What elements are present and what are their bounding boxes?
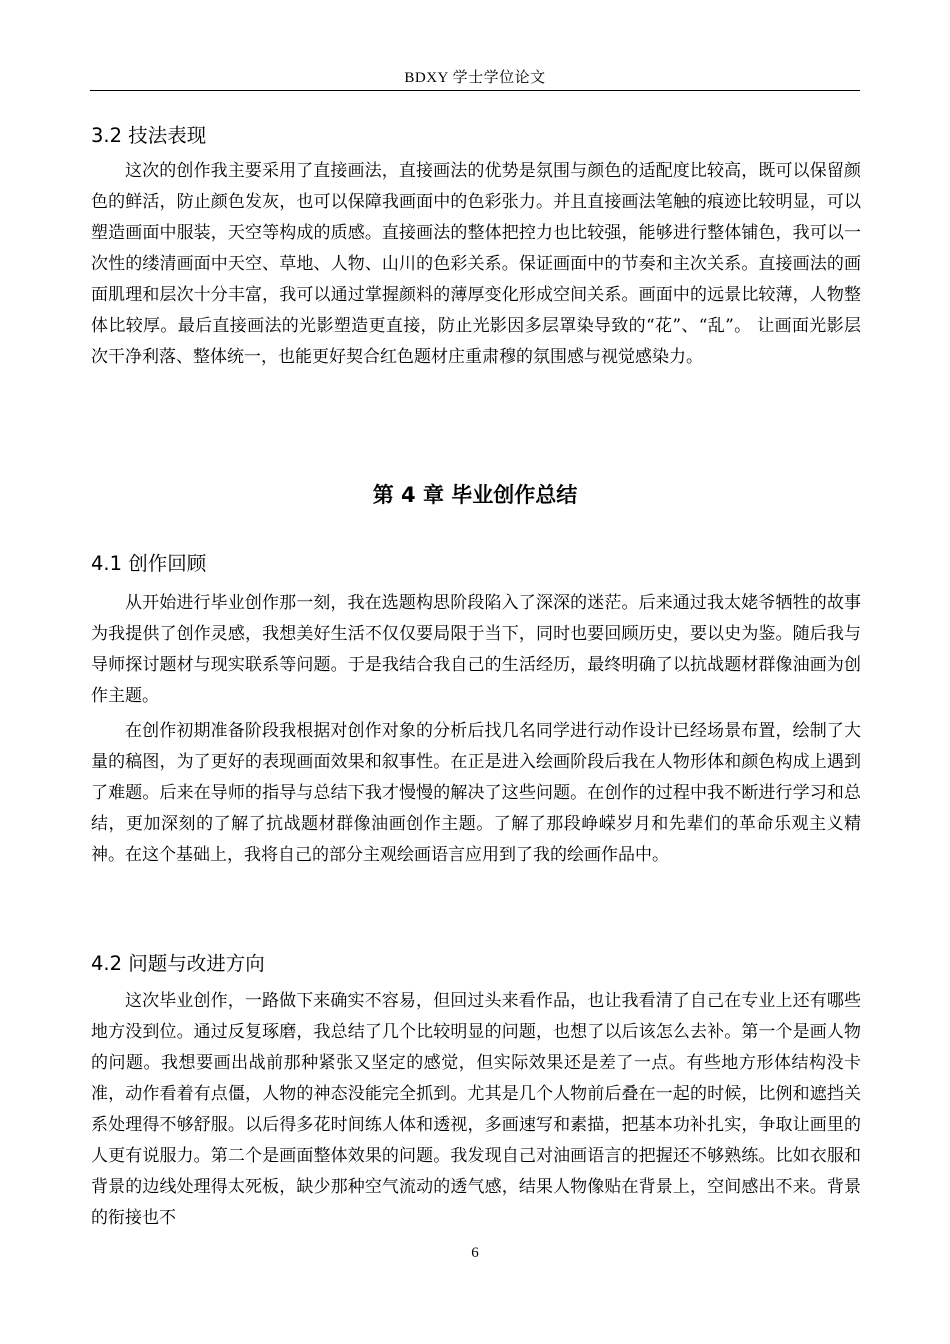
header-rule bbox=[90, 90, 860, 91]
section-heading-4-1: 4.1 创作回顾 bbox=[91, 552, 207, 575]
paragraph: 从开始进行毕业创作那一刻，我在选题构思阶段陷入了深深的迷茫。后来通过我太姥爷牺牲的故事为我提供了创作灵感，我想美好生活不仅仅要局限于当下，同时也要回顾历史，要以史为鉴。随后我与导师探讨题材与现实联系等问题。于是我结合我自己的生活经历，最终明确了以抗战题材群像油画为创作主题。 bbox=[91, 593, 861, 706]
paragraph: 这次的创作我主要采用了直接画法，直接画法的优势是氛围与颜色的适配度比较高，既可以保留颜色的鲜活，防止颜色发灰，也可以保障我画面中的色彩张力。并且直接画法笔触的痕迹比较明显，可以塑造画面中服装，天空等构成的质感。直接画法的整体把控力也比较强，能够进行整体铺色，我可以一次性的缕清画面中天空、草地、人物、山川的色彩关系。保证画面中的节奏和主次关系。直接画法的画面肌理和层次十分丰富，我可以通过掌握颜料的薄厚变化形成空间关系。画面中的远景比较薄，人物整体比较厚。最后直接画法的光影塑造更直接，防止光影因多层罩染导致的“花”、“乱”。 让画面光影层次干净利落、整体统一，也能更好契合红色题材庄重肃穆的氛围感与视觉感染力。 bbox=[91, 161, 861, 367]
page-number: 6 bbox=[471, 1245, 479, 1261]
chapter-heading: 第 4 章 毕业创作总结 bbox=[372, 483, 578, 507]
paragraph: 在创作初期准备阶段我根据对创作对象的分析后找几名同学进行动作设计已经场景布置，绘制了大量的稿图，为了更好的表现画面效果和叙事性。在正是进入绘画阶段后我在人物形体和颜色构成上遇到了难题。后来在导师的指导与总结下我才慢慢的解决了这些问题。在创作的过程中我不断进行学习和总结，更加深刻的了解了抗战题材群像油画创作主题。了解了那段峥嵘岁月和先辈们的革命乐观主义精神。在这个基础上，我将自己的部分主观绘画语言应用到了我的绘画作品中。 bbox=[91, 721, 861, 865]
running-header: BDXY 学士学位论文 bbox=[404, 70, 546, 86]
paragraph: 这次毕业创作，一路做下来确实不容易，但回过头来看作品，也让我看清了自己在专业上还有哪些地方没到位。通过反复琢磨，我总结了几个比较明显的问题，也想了以后该怎么去补。第一个是画人物的问题。我想要画出战前那种紧张又坚定的感觉，但实际效果还是差了一点。有些地方形体结构没卡准，动作看着有点僵，人物的神态没能完全抓到。尤其是几个人物前后叠在一起的时候，比例和遮挡关系处理得不够舒服。以后得多花时间练人体和透视，多画速写和素描，把基本功补扎实，争取让画里的人更有说服力。第二个是画面整体效果的问题。我发现自己对油画语言的把握还不够熟练。比如衣服和背景的边线处理得太死板，缺少那种空气流动的透气感，结果人物像贴在背景上，空间感出不来。背景的衔接也不 bbox=[91, 991, 861, 1228]
section-heading-4-2: 4.2 问题与改进方向 bbox=[91, 952, 265, 975]
section-heading-3-2: 3.2 技法表现 bbox=[91, 124, 207, 147]
